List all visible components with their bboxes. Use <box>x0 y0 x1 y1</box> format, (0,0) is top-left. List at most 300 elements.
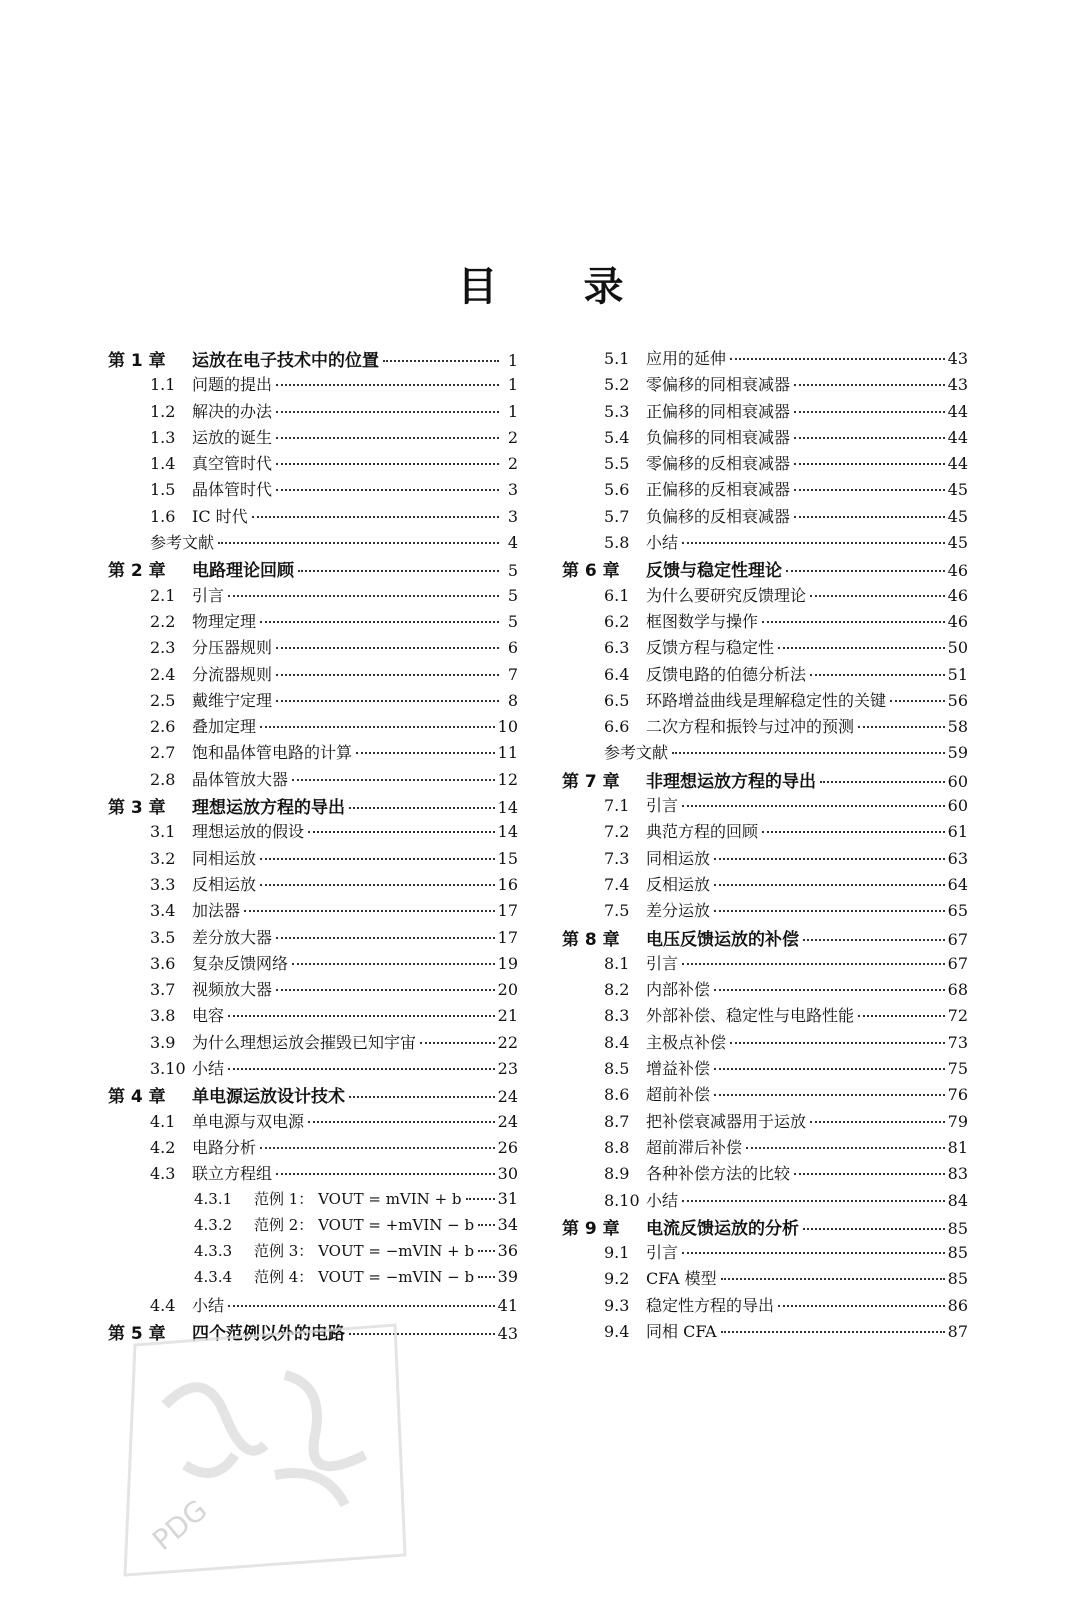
dot-leader <box>252 515 499 518</box>
toc-entry-number: 4.3.4 <box>194 1268 233 1287</box>
toc-entry-number: 1.5 <box>150 480 176 500</box>
toc-entry-number: 3.10 <box>150 1059 186 1079</box>
toc-entry-section <box>562 1030 968 1056</box>
dot-leader <box>762 830 945 833</box>
toc-entry-page: 43 <box>947 375 968 395</box>
toc-entry-page: 83 <box>947 1164 968 1184</box>
toc-entry-title: 引言 <box>646 796 679 816</box>
dot-leader <box>794 1172 945 1175</box>
toc-entry-title: 电流反馈运放的分析 <box>646 1218 799 1239</box>
toc-entry-section <box>562 504 968 530</box>
toc-entry-page: 34 <box>497 1214 518 1234</box>
toc-entry-number: 6.6 <box>604 717 630 737</box>
dot-leader <box>292 962 495 965</box>
dot-leader <box>778 1304 945 1307</box>
toc-entry-title: 各种补偿方法的比较 <box>646 1164 791 1184</box>
toc-entry-section <box>562 1266 968 1292</box>
toc-entry-section <box>108 1293 518 1319</box>
toc-entry-page: 1 <box>507 375 518 395</box>
toc-entry-section <box>108 1030 518 1056</box>
dot-leader <box>714 1093 945 1096</box>
toc-entry-page: 17 <box>497 901 518 921</box>
toc-entry-page: 81 <box>947 1137 968 1157</box>
toc-entry-section <box>108 925 518 951</box>
dot-leader <box>682 1199 945 1202</box>
toc-entry-number: 6.5 <box>604 690 630 710</box>
toc-entry-section <box>562 583 968 609</box>
toc-entry-section <box>108 898 518 924</box>
toc-entry-section <box>108 399 518 425</box>
toc-entry-title: 分压器规则 <box>192 638 273 658</box>
toc-entry-section <box>108 425 518 451</box>
toc-entry-chapter <box>562 1214 968 1240</box>
toc-entry-page: 58 <box>947 717 968 737</box>
toc-entry-title: 小结 <box>646 533 679 553</box>
dot-leader <box>810 673 945 676</box>
dot-leader <box>721 1330 945 1333</box>
dot-leader <box>276 488 499 491</box>
toc-entry-section <box>562 1161 968 1187</box>
dot-leader <box>810 1120 945 1123</box>
toc-entry-title: 理想运放的假设 <box>192 822 305 842</box>
toc-entry-page: 75 <box>947 1059 968 1079</box>
toc-entry-number: 8.7 <box>604 1111 630 1131</box>
toc-entry-title: IC 时代 <box>192 506 248 526</box>
toc-entry-page: 2 <box>507 427 518 447</box>
toc-entry-page: 11 <box>497 743 518 763</box>
toc-entry-page: 44 <box>947 454 968 474</box>
toc-entry-page: 46 <box>947 611 968 631</box>
toc-entry-section <box>562 1240 968 1266</box>
toc-entry-chapter <box>562 925 968 951</box>
toc-entry-number: 9.4 <box>604 1321 630 1341</box>
toc-entry-page: 3 <box>507 506 518 526</box>
toc-entry-number: 4.3.1 <box>194 1189 233 1208</box>
toc-entry-page: 24 <box>497 1087 518 1107</box>
toc-entry-title: 正偏移的同相衰减器 <box>646 401 791 421</box>
toc-entry-title: 复杂反馈网络 <box>192 953 289 973</box>
toc-entry-number: 8.6 <box>604 1085 630 1105</box>
toc-entry-page: 50 <box>947 638 968 658</box>
toc-entry-number: 3.4 <box>150 901 176 921</box>
dot-leader <box>260 857 495 860</box>
dot-leader <box>794 383 945 386</box>
toc-entry-title: 外部补偿、稳定性与电路性能 <box>646 1006 855 1026</box>
toc-entry-number: 8.2 <box>604 980 630 1000</box>
dot-leader <box>478 1275 495 1278</box>
toc-entry-number: 第 9 章 <box>562 1218 620 1239</box>
toc-entry-title: 电压反馈运放的补偿 <box>646 929 799 950</box>
toc-entry-page: 79 <box>947 1111 968 1131</box>
toc-entry-title: 视频放大器 <box>192 980 273 1000</box>
toc-entry-section <box>562 846 968 872</box>
toc-entry-page: 46 <box>947 561 968 581</box>
dot-leader <box>276 436 499 439</box>
toc-entry-section <box>562 1082 968 1108</box>
toc-entry-title: 负偏移的同相衰减器 <box>646 427 791 447</box>
toc-entry-title: 反相运放 <box>192 874 257 894</box>
toc-entry-section <box>108 662 518 688</box>
toc-entry-title: 运放在电子技术中的位置 <box>192 351 379 371</box>
dot-leader <box>276 462 499 465</box>
toc-entry-section <box>562 1003 968 1029</box>
dot-leader <box>228 594 499 597</box>
toc-entry-number: 7.1 <box>604 796 630 816</box>
watermark-label: PDG <box>146 1493 214 1558</box>
toc-entry-section <box>562 425 968 451</box>
toc-entry-title: 叠加定理 <box>192 717 257 737</box>
toc-entry-number: 第 5 章 <box>108 1323 166 1344</box>
dot-leader <box>308 1120 495 1123</box>
toc-entry-title: 真空管时代 <box>192 454 273 474</box>
toc-entry-title: 电路理论回顾 <box>192 561 294 582</box>
dot-leader <box>730 357 945 360</box>
toc-entry-section <box>562 1109 968 1135</box>
toc-entry-title: 超前滞后补偿 <box>646 1137 743 1157</box>
toc-entry-number: 6.1 <box>604 585 630 605</box>
dot-leader <box>721 1277 945 1280</box>
toc-entry-number: 8.4 <box>604 1032 630 1052</box>
toc-entry-number: 第 6 章 <box>562 561 620 582</box>
toc-entry-number: 2.6 <box>150 717 176 737</box>
dot-leader <box>228 1304 495 1307</box>
dot-leader <box>820 780 945 783</box>
toc-entry-page: 87 <box>947 1321 968 1341</box>
toc-entry-section <box>562 346 968 372</box>
toc-entry-page: 59 <box>947 743 968 763</box>
toc-entry-number: 1.1 <box>150 375 176 395</box>
dot-leader <box>714 1067 945 1070</box>
toc-entry-page: 4 <box>507 533 518 553</box>
toc-entry-section <box>108 767 518 793</box>
toc-entry-page: 1 <box>507 401 518 421</box>
toc-entry-title: 解决的办法 <box>192 401 273 421</box>
toc-entry-section <box>108 583 518 609</box>
toc-entry-number: 7.2 <box>604 822 630 842</box>
toc-entry-number: 5.8 <box>604 533 630 553</box>
toc-entry-number: 2.4 <box>150 664 176 684</box>
toc-entry-title: 正偏移的反相衰减器 <box>646 480 791 500</box>
toc-entry-section <box>108 1003 518 1029</box>
dot-leader <box>466 1197 495 1200</box>
toc-entry-title: 非理想运放方程的导出 <box>646 771 816 792</box>
dot-leader <box>746 1146 945 1149</box>
toc-entry-page: 45 <box>947 480 968 500</box>
toc-entry-page: 86 <box>947 1295 968 1315</box>
toc-entry-number: 2.3 <box>150 638 176 658</box>
toc-entry-title: 同相运放 <box>646 848 711 868</box>
dot-leader <box>276 1172 495 1175</box>
toc-entry-page: 60 <box>947 771 968 791</box>
dot-leader <box>858 1014 945 1017</box>
toc-entry-number: 5.1 <box>604 349 630 368</box>
toc-entry-section <box>108 477 518 503</box>
toc-entry-page: 46 <box>947 585 968 605</box>
toc-entry-number: 第 3 章 <box>108 798 166 819</box>
toc-entry-number: 3.8 <box>150 1006 176 1026</box>
dot-leader <box>276 988 495 991</box>
toc-entry-page: 5 <box>507 561 518 581</box>
dot-leader <box>762 620 945 623</box>
toc-entry-page: 20 <box>497 980 518 1000</box>
dot-leader <box>349 1332 495 1335</box>
toc-entry-section <box>562 951 968 977</box>
toc-entry-page: 14 <box>497 798 518 818</box>
toc-entry-number: 5.5 <box>604 454 630 474</box>
toc-entry-number: 第 7 章 <box>562 771 620 792</box>
toc-entry-page: 84 <box>947 1190 968 1210</box>
toc-entry-section <box>108 714 518 740</box>
toc-entry-page: 44 <box>947 401 968 421</box>
toc-entry-page: 39 <box>497 1267 518 1287</box>
toc-entry-title: 零偏移的同相衰减器 <box>646 375 791 395</box>
toc-entry-page: 76 <box>947 1085 968 1105</box>
toc-entry-number: 2.1 <box>150 585 176 605</box>
toc-entry-page: 85 <box>947 1269 968 1289</box>
toc-entry-page: 85 <box>947 1243 968 1263</box>
toc-entry-number: 5.7 <box>604 506 630 526</box>
toc-entry-section <box>108 635 518 661</box>
toc-entry-section <box>108 1056 518 1082</box>
toc-entry-page: 6 <box>507 638 518 658</box>
toc-entry-title: 单电源与双电源 <box>192 1111 305 1131</box>
toc-entry-number: 2.7 <box>150 743 176 763</box>
toc-entry-number: 6.2 <box>604 611 630 631</box>
toc-entry-section <box>562 1188 968 1214</box>
toc-entry-chapter <box>108 1319 518 1345</box>
dot-leader <box>276 646 499 649</box>
toc-entry-page: 56 <box>947 690 968 710</box>
toc-entry-page: 41 <box>497 1295 518 1315</box>
dot-leader <box>890 699 945 702</box>
toc-entry-title: 把补偿衰减器用于运放 <box>646 1111 807 1131</box>
toc-entry-chapter <box>108 556 518 582</box>
toc-entry-title: 零偏移的反相衰减器 <box>646 454 791 474</box>
toc-entry-title: 电路分析 <box>192 1137 257 1157</box>
toc-entry-title: 引言 <box>646 953 679 973</box>
dot-leader <box>478 1249 495 1252</box>
toc-entry-section <box>108 1109 518 1135</box>
toc-entry-section <box>562 714 968 740</box>
toc-entry-title: 为什么要研究反馈理论 <box>646 585 807 605</box>
toc-entry-title: 主极点补偿 <box>646 1032 727 1052</box>
toc-entry-title: 反相运放 <box>646 874 711 894</box>
page-title <box>0 255 1083 312</box>
dot-leader <box>714 909 945 912</box>
page-title-char-1: 目 <box>457 264 500 310</box>
toc-entry-section <box>562 1056 968 1082</box>
toc-entry-title: 同相 CFA <box>646 1321 717 1341</box>
toc-entry-section <box>562 688 968 714</box>
toc-entry-title: CFA 模型 <box>646 1269 717 1289</box>
toc-entry-section <box>562 1135 968 1161</box>
toc-entry-page: 36 <box>497 1241 518 1261</box>
toc-entry-section <box>562 451 968 477</box>
toc-entry-title: 反馈电路的伯德分析法 <box>646 664 807 684</box>
toc-entry-page: 64 <box>947 874 968 894</box>
toc-entry-number: 3.7 <box>150 980 176 1000</box>
dot-leader <box>308 830 495 833</box>
toc-entry-number: 7.3 <box>604 848 630 868</box>
toc-entry-chapter <box>108 1082 518 1108</box>
toc-left-column <box>108 346 518 1345</box>
toc-entry-section <box>562 609 968 635</box>
toc-entry-page: 65 <box>947 901 968 921</box>
dot-leader <box>260 883 495 886</box>
dot-leader <box>682 1251 945 1254</box>
toc-entry-title: 范例 4： VOUT = −mVIN − b <box>254 1268 475 1287</box>
toc-entry-number: 2.2 <box>150 611 176 631</box>
toc-entry-title: 范例 3： VOUT = −mVIN + b <box>254 1242 475 1261</box>
toc-entry-section <box>108 740 518 766</box>
dot-leader <box>682 541 945 544</box>
toc-entry-page: 61 <box>947 822 968 842</box>
toc-entry-number: 3.1 <box>150 822 176 842</box>
toc-entry-title: 加法器 <box>192 901 241 921</box>
toc-entry-page: 3 <box>507 480 518 500</box>
toc-entry-page: 7 <box>507 664 518 684</box>
dot-leader <box>260 725 495 728</box>
toc-entry-title: 负偏移的反相衰减器 <box>646 506 791 526</box>
toc-entry-title: 理想运放方程的导出 <box>192 798 345 819</box>
toc-entry-page: 26 <box>497 1137 518 1157</box>
toc-entry-page: 21 <box>497 1006 518 1026</box>
dot-leader <box>714 857 945 860</box>
toc-entry-section <box>108 1135 518 1161</box>
toc-entry-section <box>108 609 518 635</box>
toc-entry-number: 3.3 <box>150 874 176 894</box>
toc-entry-title: 参考文献 <box>150 533 215 553</box>
toc-entry-number: 4.3 <box>150 1164 176 1184</box>
toc-entry-page: 12 <box>497 769 518 789</box>
toc-entry-title: 引言 <box>646 1243 679 1263</box>
toc-right-column <box>562 346 968 1345</box>
toc-entry-sub <box>108 1266 518 1292</box>
toc-entry-chapter <box>562 767 968 793</box>
toc-entry-number: 6.4 <box>604 664 630 684</box>
toc-entry-number: 7.5 <box>604 901 630 921</box>
toc-entry-number: 8.1 <box>604 953 630 973</box>
toc-entry-number: 1.4 <box>150 454 176 474</box>
toc-entry-section <box>562 898 968 924</box>
toc-entry-title: 同相运放 <box>192 848 257 868</box>
toc-entry-section <box>108 951 518 977</box>
toc-entry-section <box>108 688 518 714</box>
toc-entry-title: 晶体管时代 <box>192 480 273 500</box>
toc-entry-title: 反馈方程与稳定性 <box>646 638 775 658</box>
toc-entry-section <box>562 793 968 819</box>
dot-leader <box>420 1041 495 1044</box>
toc-entry-title: 物理定理 <box>192 611 257 631</box>
toc-entry-page: 5 <box>507 611 518 631</box>
dot-leader <box>794 436 945 439</box>
dot-leader <box>292 778 495 781</box>
toc-entry-number: 2.5 <box>150 690 176 710</box>
toc-entry-title: 增益补偿 <box>646 1059 711 1079</box>
toc-entry-section <box>108 819 518 845</box>
toc-entry-title: 反馈与稳定性理论 <box>646 561 782 582</box>
toc-entry-number: 4.3.2 <box>194 1215 233 1234</box>
toc-entry-section <box>108 846 518 872</box>
toc-entry-title: 范例 2： VOUT = +mVIN − b <box>254 1215 475 1234</box>
dot-leader <box>349 806 495 809</box>
dot-leader <box>794 515 945 518</box>
dot-leader <box>730 1041 945 1044</box>
toc-entry-number: 8.10 <box>604 1190 640 1210</box>
dot-leader <box>276 673 499 676</box>
dot-leader <box>794 462 945 465</box>
toc-entry-title: 饱和晶体管电路的计算 <box>192 743 353 763</box>
toc-entry-page: 51 <box>947 664 968 684</box>
dot-leader <box>682 962 945 965</box>
toc-entry-number: 4.1 <box>150 1111 176 1131</box>
toc-entry-number: 第 2 章 <box>108 561 166 582</box>
toc-entry-section <box>562 1293 968 1319</box>
toc-entry-sub <box>108 1188 518 1214</box>
dot-leader <box>276 936 495 939</box>
dot-leader <box>228 1014 495 1017</box>
toc-entry-title: 分流器规则 <box>192 664 273 684</box>
toc-entry-page: 68 <box>947 980 968 1000</box>
dot-leader <box>276 383 499 386</box>
toc-entry-title: 超前补偿 <box>646 1085 711 1105</box>
toc-entry-sub <box>108 1240 518 1266</box>
toc-entry-number: 8.8 <box>604 1137 630 1157</box>
dot-leader <box>714 988 945 991</box>
toc-entry-section <box>562 662 968 688</box>
toc-entry-page: 17 <box>497 927 518 947</box>
toc-entry-title: 二次方程和振铃与过冲的预测 <box>646 717 855 737</box>
toc-entry-page: 44 <box>947 427 968 447</box>
toc-entry-number: 第 4 章 <box>108 1087 166 1108</box>
toc-entry-number: 4.3.3 <box>194 1242 233 1261</box>
toc-entry-title: 电容 <box>192 1006 225 1026</box>
toc-entry-number: 3.6 <box>150 953 176 973</box>
dot-leader <box>803 938 945 941</box>
toc-entry-page: 22 <box>497 1032 518 1052</box>
toc-entry-section <box>108 504 518 530</box>
toc-entry-number: 第 8 章 <box>562 929 620 950</box>
toc-entry-number: 8.5 <box>604 1059 630 1079</box>
toc-entry-section <box>108 451 518 477</box>
dot-leader <box>228 1067 495 1070</box>
toc-entry-number: 8.3 <box>604 1006 630 1026</box>
toc-entry-title: 稳定性方程的导出 <box>646 1295 775 1315</box>
toc-entry-section <box>562 635 968 661</box>
toc-entry-title: 引言 <box>192 585 225 605</box>
toc-entry-chapter <box>562 556 968 582</box>
page-title-char-2: 录 <box>583 264 626 310</box>
toc-entry-refs <box>562 740 968 766</box>
toc-entry-title: 晶体管放大器 <box>192 769 289 789</box>
dot-leader <box>786 569 945 572</box>
dot-leader <box>714 883 945 886</box>
toc-entry-section <box>562 399 968 425</box>
toc-entry-section <box>562 819 968 845</box>
toc-entry-number: 第 1 章 <box>108 351 166 371</box>
dot-leader <box>276 699 499 702</box>
dot-leader <box>260 620 499 623</box>
toc-entry-number: 3.9 <box>150 1032 176 1052</box>
toc-entry-number: 1.6 <box>150 506 176 526</box>
toc-entry-page: 45 <box>947 506 968 526</box>
toc-entry-page: 10 <box>497 717 518 737</box>
toc-entry-title: 四个范例以外的电路 <box>192 1323 345 1344</box>
toc-entry-number: 5.3 <box>604 401 630 421</box>
dot-leader <box>298 569 499 572</box>
toc-entry-page: 60 <box>947 796 968 816</box>
toc-entry-number: 9.3 <box>604 1295 630 1315</box>
